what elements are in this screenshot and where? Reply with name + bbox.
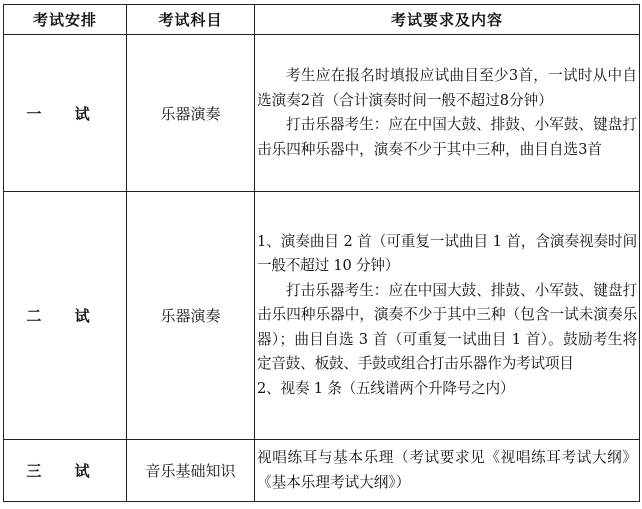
header-content: 考试要求及内容 xyxy=(255,5,640,35)
stage-cell: 三 试 xyxy=(4,440,127,502)
stage-cell: 一 试 xyxy=(4,35,127,192)
content-paragraph: 视唱练耳与基本乐理（考试要求见《视唱练耳考试大纲》《基本乐理考试大纲》） xyxy=(257,449,637,491)
exam-table xyxy=(3,4,640,502)
table-header-row xyxy=(4,5,640,35)
content-paragraph: 考生应在报名时填报应试曲目至少3首，一试时从中自选演奏2首（合计演奏时间一般不超过8分钟） xyxy=(257,67,637,109)
content-paragraph: 打击乐器考生：应在中国大鼓、排鼓、小军鼓、键盘打击乐四种乐器中，演奏不少于其中三种（包含一试未演奏乐器）；曲目自选 3 首（可重复一试曲目 1 首）。鼓励考生将定音鼓、板鼓、手鼓或组合打击乐器作为考试项目 xyxy=(257,281,637,373)
subject-cell: 音乐基础知识 xyxy=(127,440,255,502)
table-row-first-round xyxy=(4,35,640,192)
subject-cell: 乐器演奏 xyxy=(127,192,255,440)
header-stage: 考试安排 xyxy=(4,5,127,35)
header-subject: 考试科目 xyxy=(127,5,255,35)
content-paragraph: 打击乐器考生：应在中国大鼓、排鼓、小军鼓、键盘打击乐四种乐器中，演奏不少于其中三种，曲目自选3首 xyxy=(257,116,637,158)
content-paragraph: 2、视奏 1 条（五线谱两个升降号之内） xyxy=(257,379,515,397)
table-row-second-round xyxy=(4,192,640,440)
table-row-third-round xyxy=(4,440,640,502)
subject-cell: 乐器演奏 xyxy=(127,35,255,192)
content-cell xyxy=(255,192,640,440)
content-cell xyxy=(255,440,640,502)
content-cell xyxy=(255,35,640,192)
stage-cell: 二 试 xyxy=(4,192,127,440)
content-paragraph: 1、演奏曲目 2 首（可重复一试曲目 1 首，含演奏视奏时间一般不超过 10 分钟） xyxy=(257,232,637,275)
